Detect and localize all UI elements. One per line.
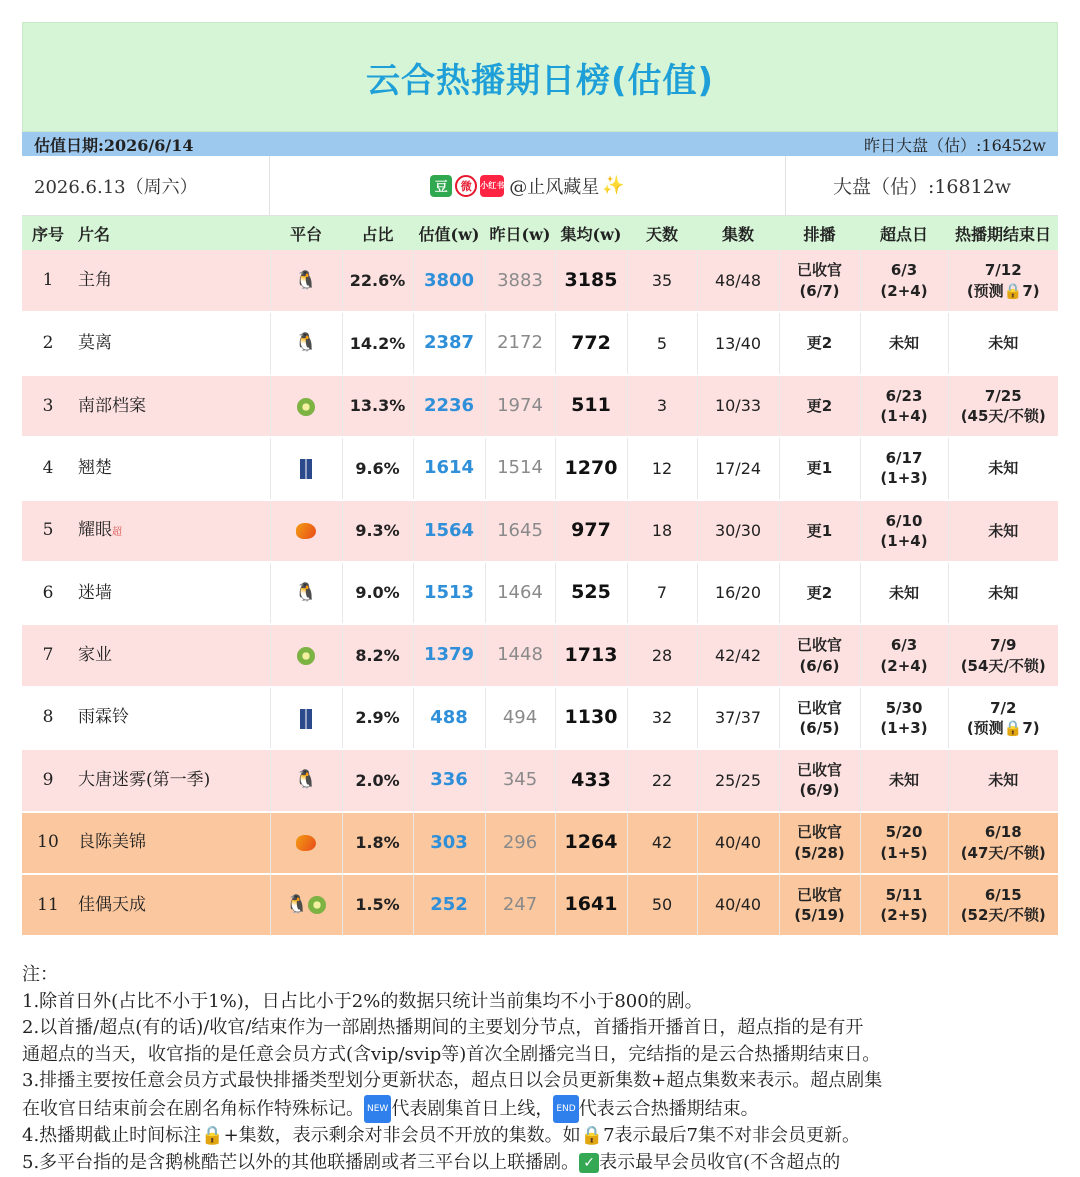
table-row	[22, 624, 1058, 686]
title-cell	[74, 312, 270, 374]
note-4: 4.热播期截止时间标注🔒+集数，表示剩余对非会员不开放的集数。如🔒7表示最后7集不对非会员更新。	[22, 1125, 860, 1146]
notes-heading: 注：	[22, 964, 58, 985]
note-5-part1: 5.多平台指的是含鹅桃酷芒以外的其他联播剧或者三平台以上联播剧。	[22, 1151, 580, 1173]
schedule-line: 更1	[806, 521, 833, 540]
rank-cell: 10	[22, 812, 74, 874]
schedule-cell	[779, 624, 860, 686]
author-handle: @止风藏星	[509, 176, 600, 198]
end-line: 6/18	[984, 823, 1022, 842]
schedule-line: 更2	[806, 334, 833, 353]
peak-line: 5/30	[885, 698, 923, 717]
title-text: 南部档案	[78, 395, 146, 416]
peak-day-cell	[860, 250, 948, 312]
table-header	[22, 216, 1058, 250]
peak-line: 5/11	[885, 885, 923, 904]
col-share: 占比	[361, 224, 394, 244]
note-3b-part3: 代表云合热播期结束。	[578, 1097, 759, 1119]
kiwi-icon	[297, 398, 315, 416]
share-cell: 2.0%	[342, 749, 413, 811]
col-peak-day: 超点日	[879, 224, 928, 244]
end-line: 未知	[988, 521, 1019, 540]
peak-line: 未知	[888, 334, 919, 353]
average-cell: 433	[555, 749, 627, 811]
end-day-cell	[948, 312, 1058, 374]
schedule-cell	[779, 312, 860, 374]
info-row	[22, 156, 1058, 216]
note-2b: 通超点的当天，收官指的是任意会员方式(含vip/svip等)首次全剧播完当日，完结指的是云合热播期结束日。	[22, 1043, 881, 1065]
peak-line: 5/20	[885, 823, 923, 842]
average-cell: 1264	[555, 812, 627, 874]
table-row	[22, 687, 1058, 749]
yesterday-cell: 1514	[485, 437, 555, 499]
schedule-cell	[779, 250, 860, 312]
title-cell	[74, 375, 270, 437]
share-cell: 1.5%	[342, 874, 413, 936]
platform-cell	[270, 500, 342, 562]
end-line: 未知	[988, 334, 1019, 353]
xiaohongshu-icon: 小红书	[480, 175, 504, 197]
jeans-icon	[300, 459, 312, 479]
rank-cell: 5	[22, 500, 74, 562]
peak-line: 未知	[888, 771, 919, 790]
episodes-cell: 48/48	[697, 250, 779, 312]
episodes-cell: 13/40	[697, 312, 779, 374]
schedule-line: 已收官	[796, 885, 842, 904]
platform-cell	[270, 687, 342, 749]
end-day-cell	[948, 500, 1058, 562]
estimate-date: 估值日期:2026/6/14	[34, 135, 194, 155]
new-tag-icon: NEW	[364, 1095, 391, 1124]
schedule-line: 已收官	[796, 261, 842, 280]
estimate-cell: 252	[413, 874, 485, 936]
schedule-cell	[779, 437, 860, 499]
share-cell: 13.3%	[342, 375, 413, 437]
note-3b-part2: 代表剧集首日上线，	[391, 1097, 554, 1119]
note-3a: 3.排播主要按任意会员方式最快排播类型划分更新状态，超点日以会员更新集数+超点集数来表示。超点剧集	[22, 1070, 883, 1091]
peak-line: 6/10	[885, 511, 923, 530]
estimate-cell: 488	[413, 687, 485, 749]
table-row	[22, 250, 1058, 312]
episodes-cell: 16/20	[697, 562, 779, 624]
average-cell: 1713	[555, 624, 627, 686]
peak-line: (2+4)	[880, 281, 928, 300]
col-rank: 序号	[31, 224, 64, 244]
title-text: 大唐迷雾(第一季)	[78, 769, 211, 790]
schedule-cell	[779, 749, 860, 811]
end-day-cell	[948, 624, 1058, 686]
share-cell: 2.9%	[342, 687, 413, 749]
days-cell: 5	[627, 312, 697, 374]
episodes-cell: 40/40	[697, 812, 779, 874]
end-day-cell	[948, 562, 1058, 624]
share-cell: 14.2%	[342, 312, 413, 374]
days-cell: 28	[627, 624, 697, 686]
yesterday-cell: 296	[485, 812, 555, 874]
note-3b-part1: 在收官日结束前会在剧名角标作特殊标记。	[22, 1097, 364, 1119]
title-banner	[22, 22, 1058, 132]
peak-line: (1+4)	[880, 406, 928, 425]
estimate-cell: 1513	[413, 562, 485, 624]
estimate-cell: 1379	[413, 624, 485, 686]
end-day-cell	[948, 812, 1058, 874]
end-line: 未知	[988, 459, 1019, 478]
estimate-cell: 1614	[413, 437, 485, 499]
share-cell: 8.2%	[342, 624, 413, 686]
title-text: 翘楚	[78, 457, 112, 478]
end-line: 7/25	[984, 386, 1022, 405]
schedule-line: 更2	[806, 396, 833, 415]
title-cell	[74, 562, 270, 624]
jeans-icon	[300, 709, 312, 729]
title-text: 雨霖铃	[78, 707, 129, 728]
share-cell: 9.3%	[342, 500, 413, 562]
table-row	[22, 312, 1058, 374]
end-line: 7/2	[990, 698, 1017, 717]
report-date: 2026.6.13（周六）	[22, 156, 270, 215]
days-cell: 50	[627, 874, 697, 936]
ranking-sheet	[22, 22, 1058, 937]
end-line: 7/12	[984, 261, 1022, 280]
share-cell: 9.0%	[342, 562, 413, 624]
title-cell	[74, 250, 270, 312]
penguin-icon: 🐧	[285, 893, 309, 915]
schedule-cell	[779, 812, 860, 874]
platform-cell	[270, 562, 342, 624]
schedule-cell	[779, 500, 860, 562]
yesterday-cell: 494	[485, 687, 555, 749]
peak-day-cell	[860, 375, 948, 437]
col-end-day: 热播期结束日	[954, 224, 1051, 244]
schedule-line: (6/5)	[799, 718, 840, 737]
end-line: (54天/不锁)	[960, 656, 1046, 675]
mango-icon	[296, 835, 316, 851]
peak-day-cell	[860, 437, 948, 499]
estimate-cell: 3800	[413, 250, 485, 312]
peak-day-cell	[860, 749, 948, 811]
title-text: 佳偶天成	[78, 894, 146, 915]
peak-day-cell	[860, 562, 948, 624]
platform-cell	[270, 624, 342, 686]
rank-cell: 2	[22, 312, 74, 374]
platform-cell	[270, 874, 342, 936]
peak-line: (1+3)	[880, 469, 928, 488]
episodes-cell: 30/30	[697, 500, 779, 562]
days-cell: 12	[627, 437, 697, 499]
title-text: 莫离	[78, 333, 112, 354]
penguin-icon: 🐧	[294, 332, 318, 354]
peak-line: 未知	[888, 584, 919, 603]
title-cell	[74, 437, 270, 499]
title-cell	[74, 624, 270, 686]
sparkle-icon: ✨	[602, 175, 625, 196]
peak-line: (1+3)	[880, 718, 928, 737]
peak-day-cell	[860, 874, 948, 936]
end-line: 7/9	[990, 636, 1017, 655]
note-1: 1.除首日外(占比不小于1%)，日占比小于2%的数据只统计当前集均不小于800的剧。	[22, 990, 703, 1012]
table-row	[22, 874, 1058, 936]
peak-line: (2+4)	[880, 656, 928, 675]
end-day-cell	[948, 874, 1058, 936]
douban-icon: 豆	[430, 175, 452, 197]
platform-cell	[270, 749, 342, 811]
end-line: (预测🔒7)	[966, 281, 1040, 300]
schedule-line: (6/6)	[799, 656, 840, 675]
end-day-cell	[948, 687, 1058, 749]
penguin-icon: 🐧	[294, 582, 318, 603]
title-cell	[74, 812, 270, 874]
peak-day-cell	[860, 624, 948, 686]
title-cell	[74, 687, 270, 749]
table-body	[22, 250, 1058, 936]
yesterday-cell: 3883	[485, 250, 555, 312]
end-day-cell	[948, 749, 1058, 811]
market-total: 大盘（估）:16812w	[832, 176, 1012, 198]
rank-cell: 11	[22, 874, 74, 936]
peak-day-cell	[860, 312, 948, 374]
episodes-cell: 17/24	[697, 437, 779, 499]
title-cell	[74, 749, 270, 811]
schedule-line: (6/9)	[799, 781, 840, 800]
end-line: (52天/不锁)	[960, 906, 1046, 925]
average-cell: 977	[555, 500, 627, 562]
weibo-icon: 微	[455, 175, 477, 197]
end-day-cell	[948, 375, 1058, 437]
peak-line: (1+4)	[880, 531, 928, 550]
days-cell: 22	[627, 749, 697, 811]
platform-cell	[270, 250, 342, 312]
average-cell: 511	[555, 375, 627, 437]
kiwi-icon	[297, 647, 315, 665]
yesterday-cell: 1974	[485, 375, 555, 437]
peak-line: 6/3	[890, 261, 918, 280]
yesterday-market: 昨日大盘（估）:16452w	[864, 135, 1046, 155]
title-text: 耀眼	[78, 520, 112, 541]
peak-line: (2+5)	[880, 906, 928, 925]
rank-cell: 7	[22, 624, 74, 686]
ranking-table	[22, 216, 1058, 937]
col-average: 集均(w)	[560, 224, 622, 244]
estimate-cell: 1564	[413, 500, 485, 562]
end-line: (45天/不锁)	[960, 406, 1046, 425]
table-row	[22, 437, 1058, 499]
end-line: 未知	[988, 584, 1019, 603]
platform-cell	[270, 812, 342, 874]
col-title: 片名	[78, 224, 111, 244]
average-cell: 1641	[555, 874, 627, 936]
peak-line: (1+5)	[880, 843, 928, 862]
schedule-line: (5/28)	[794, 843, 845, 862]
col-platform: 平台	[289, 224, 322, 244]
check-icon: ✓	[579, 1153, 599, 1173]
col-schedule: 排播	[803, 224, 836, 244]
table-row	[22, 812, 1058, 874]
end-tag-icon: END	[553, 1095, 578, 1124]
days-cell: 35	[627, 250, 697, 312]
schedule-line: 已收官	[796, 823, 842, 842]
estimate-cell: 2387	[413, 312, 485, 374]
title-text: 良陈美锦	[78, 832, 146, 853]
notes-section	[22, 962, 1062, 1176]
average-cell: 3185	[555, 250, 627, 312]
share-cell: 22.6%	[342, 250, 413, 312]
days-cell: 42	[627, 812, 697, 874]
col-estimate: 估值(w)	[418, 224, 480, 244]
schedule-cell	[779, 375, 860, 437]
penguin-icon: 🐧	[294, 269, 318, 291]
schedule-line: 已收官	[796, 636, 842, 655]
title-text: 主角	[78, 270, 112, 291]
penguin-icon: 🐧	[294, 769, 318, 791]
end-line: 未知	[988, 771, 1019, 790]
yesterday-cell: 1464	[485, 562, 555, 624]
days-cell: 7	[627, 562, 697, 624]
average-cell: 525	[555, 562, 627, 624]
schedule-line: 更1	[806, 459, 833, 478]
estimate-cell: 2236	[413, 375, 485, 437]
share-cell: 1.8%	[342, 812, 413, 874]
yesterday-cell: 1645	[485, 500, 555, 562]
peak-line: 6/23	[885, 386, 923, 405]
rank-cell: 1	[22, 250, 74, 312]
schedule-line: 已收官	[796, 698, 842, 717]
yesterday-cell: 2172	[485, 312, 555, 374]
mango-icon	[296, 523, 316, 539]
schedule-line: (6/7)	[799, 281, 840, 300]
end-day-cell	[948, 437, 1058, 499]
title-text: 家业	[78, 645, 112, 666]
end-line: (47天/不锁)	[960, 843, 1046, 862]
yesterday-cell: 1448	[485, 624, 555, 686]
page-title: 云合热播期日榜(估值)	[365, 60, 715, 101]
peak-day-cell	[860, 687, 948, 749]
note-2a: 2.以首播/超点(有的话)/收官/结束作为一部剧热播期间的主要划分节点，首播指开播首日，超点指的是有开	[22, 1017, 864, 1038]
schedule-cell	[779, 562, 860, 624]
table-row	[22, 375, 1058, 437]
kiwi-icon	[308, 896, 326, 914]
note-5-part2: 表示最早会员收官(不含超点的	[599, 1151, 841, 1173]
peak-day-cell	[860, 500, 948, 562]
table-row	[22, 749, 1058, 811]
peak-line: 6/17	[885, 449, 923, 468]
estimate-cell: 336	[413, 749, 485, 811]
col-yesterday: 昨日(w)	[489, 224, 551, 244]
platform-cell	[270, 312, 342, 374]
peak-line: 6/3	[890, 636, 918, 655]
table-row	[22, 562, 1058, 624]
schedule-cell	[779, 687, 860, 749]
rank-cell: 8	[22, 687, 74, 749]
table-row	[22, 500, 1058, 562]
episodes-cell: 42/42	[697, 624, 779, 686]
col-days: 天数	[645, 224, 678, 244]
average-cell: 1270	[555, 437, 627, 499]
episodes-cell: 37/37	[697, 687, 779, 749]
schedule-line: (5/19)	[794, 906, 845, 925]
end-line: (预测🔒7)	[966, 718, 1040, 737]
end-day-cell	[948, 250, 1058, 312]
days-cell: 32	[627, 687, 697, 749]
schedule-cell	[779, 874, 860, 936]
yesterday-cell: 345	[485, 749, 555, 811]
rank-cell: 9	[22, 749, 74, 811]
end-line: 6/15	[984, 885, 1022, 904]
note-3b	[22, 1095, 1062, 1124]
title-text: 迷墙	[78, 582, 112, 603]
estimate-cell: 303	[413, 812, 485, 874]
title-superscript: 超	[112, 527, 122, 539]
days-cell: 18	[627, 500, 697, 562]
platform-cell	[270, 437, 342, 499]
schedule-line: 已收官	[796, 761, 842, 780]
title-cell	[74, 500, 270, 562]
date-bar	[22, 132, 1058, 156]
days-cell: 3	[627, 375, 697, 437]
peak-day-cell	[860, 812, 948, 874]
episodes-cell: 10/33	[697, 375, 779, 437]
share-cell: 9.6%	[342, 437, 413, 499]
title-cell	[74, 874, 270, 936]
platform-cell	[270, 375, 342, 437]
average-cell: 772	[555, 312, 627, 374]
col-episodes: 集数	[721, 224, 754, 244]
average-cell: 1130	[555, 687, 627, 749]
schedule-line: 更2	[806, 584, 833, 603]
rank-cell: 3	[22, 375, 74, 437]
episodes-cell: 25/25	[697, 749, 779, 811]
rank-cell: 4	[22, 437, 74, 499]
author-credit	[270, 156, 786, 215]
episodes-cell: 40/40	[697, 874, 779, 936]
yesterday-cell: 247	[485, 874, 555, 936]
rank-cell: 6	[22, 562, 74, 624]
note-5	[22, 1150, 1062, 1177]
